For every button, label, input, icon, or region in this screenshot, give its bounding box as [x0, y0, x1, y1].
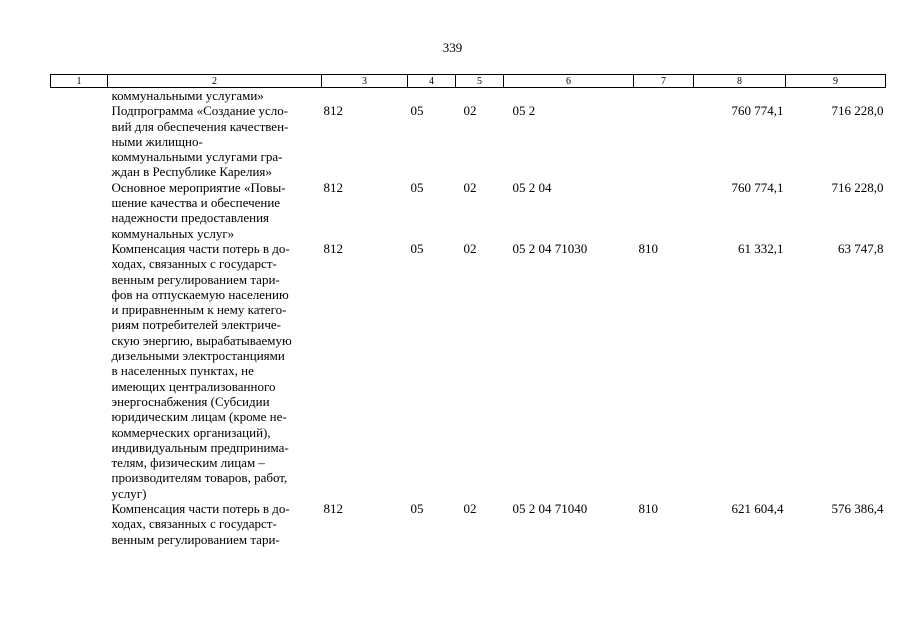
column-header-7: 7 — [634, 75, 694, 88]
item-name-line: ходах, связанных с государст- — [111, 256, 277, 272]
page-number: 339 — [442, 40, 463, 55]
cell-amount-year-1: 760 774,1 — [731, 179, 784, 195]
column-header-5: 5 — [456, 75, 504, 88]
cell-target-article: 05 2 04 71040 — [512, 501, 588, 517]
item-name-line: ными жилищно- — [111, 133, 203, 149]
cell-item-name — [108, 103, 322, 179]
item-name-line: коммунальными услугами» — [111, 88, 264, 103]
item-name-line: риям потребителей электриче- — [111, 317, 281, 333]
cell-item-name — [108, 88, 322, 104]
cell-amount-year-1 — [694, 88, 786, 104]
cell-admin-code: 812 — [323, 240, 343, 256]
cell-item-name — [108, 501, 322, 547]
cell-expense-type — [634, 180, 694, 241]
column-number-header-row — [51, 75, 886, 88]
cell-item-name — [108, 241, 322, 501]
cell-admin-code — [322, 88, 408, 104]
cell-amount-year-1: 61 332,1 — [738, 240, 784, 256]
item-name-line: имеющих централизованного — [111, 378, 276, 394]
cell-target-article: 05 2 04 — [512, 179, 552, 195]
cell-subsection — [456, 88, 504, 104]
cell-expense-type — [634, 103, 694, 179]
item-name-line: шение качества и обеспечение — [111, 195, 281, 211]
item-name-line: ходах, связанных с государст- — [111, 516, 277, 532]
cell-amount-year-2: 63 747,8 — [838, 240, 884, 256]
cell-subsection: 02 — [463, 179, 477, 195]
table-row — [51, 88, 886, 104]
item-name-line: индивидуальным предпринима- — [111, 439, 289, 455]
cell-section: 05 — [410, 240, 424, 256]
cell-target-article: 05 2 04 71030 — [512, 240, 588, 256]
budget-table — [50, 74, 886, 547]
column-header-3: 3 — [322, 75, 408, 88]
item-name-line: венным регулированием тари- — [111, 531, 280, 547]
cell-row-number — [51, 103, 108, 179]
item-name-line: ждан в Республике Карелия» — [111, 164, 272, 180]
cell-admin-code: 812 — [323, 103, 343, 119]
cell-row-number — [51, 501, 108, 547]
cell-amount-year-2 — [786, 88, 886, 104]
column-header-8: 8 — [694, 75, 786, 88]
item-name-line: юридическим лицам (кроме не- — [111, 409, 287, 425]
cell-row-number — [51, 180, 108, 241]
item-name-line: Основное мероприятие «Повы- — [111, 179, 286, 195]
cell-expense-type: 810 — [638, 240, 658, 256]
cell-target-article: 05 2 — [512, 103, 536, 119]
item-name-line: энергоснабжения (Субсидии — [111, 393, 270, 409]
cell-amount-year-2: 716 228,0 — [831, 103, 884, 119]
item-name-line: телям, физическим лицам – — [111, 455, 265, 471]
item-name-line: дизельными электростанциями — [111, 348, 285, 364]
column-header-9: 9 — [786, 75, 886, 88]
cell-row-number — [51, 88, 108, 104]
table-row — [51, 180, 886, 241]
item-name-line: вий для обеспечения качествен- — [111, 118, 289, 134]
item-name-line: услуг) — [111, 485, 147, 501]
item-name-line: Компенсация части потерь в до- — [111, 240, 290, 256]
item-name-line: коммунальными услугами гра- — [111, 149, 283, 165]
cell-subsection: 02 — [463, 240, 477, 256]
cell-section: 05 — [410, 179, 424, 195]
item-name-line: скую энергию, вырабатываемую — [111, 332, 292, 348]
item-name-line: фов на отпускаемую населению — [111, 286, 289, 302]
item-name-line: производителям товаров, работ, — [111, 470, 288, 486]
column-header-1: 1 — [51, 75, 108, 88]
cell-amount-year-1: 760 774,1 — [731, 103, 784, 119]
table-row — [51, 501, 886, 547]
item-name-line: Компенсация части потерь в до- — [111, 501, 290, 517]
table-row — [51, 241, 886, 501]
item-name-line: коммерческих организаций), — [111, 424, 271, 440]
item-name-line: Подпрограмма «Создание усло- — [111, 103, 289, 119]
cell-expense-type — [634, 88, 694, 104]
cell-admin-code: 812 — [323, 501, 343, 517]
cell-section — [408, 88, 456, 104]
cell-expense-type: 810 — [638, 501, 658, 517]
cell-target-article — [504, 88, 634, 104]
cell-section: 05 — [410, 501, 424, 517]
cell-amount-year-1: 621 604,4 — [731, 501, 784, 517]
item-name-line: в населенных пунктах, не — [111, 363, 254, 379]
item-name-line: надежности предоставления — [111, 210, 270, 226]
cell-subsection: 02 — [463, 501, 477, 517]
item-name-line: венным регулированием тари- — [111, 271, 280, 287]
cell-amount-year-2: 716 228,0 — [831, 179, 884, 195]
column-header-4: 4 — [408, 75, 456, 88]
cell-row-number — [51, 241, 108, 501]
table-body — [51, 88, 886, 547]
cell-admin-code: 812 — [323, 179, 343, 195]
item-name-line: и приравненным к нему катего- — [111, 302, 287, 318]
cell-section: 05 — [410, 103, 424, 119]
column-header-6: 6 — [504, 75, 634, 88]
column-header-2: 2 — [108, 75, 322, 88]
cell-item-name — [108, 180, 322, 241]
cell-amount-year-2: 576 386,4 — [831, 501, 884, 517]
item-name-line: коммунальных услуг» — [111, 225, 235, 241]
table-row — [51, 103, 886, 179]
cell-subsection: 02 — [463, 103, 477, 119]
